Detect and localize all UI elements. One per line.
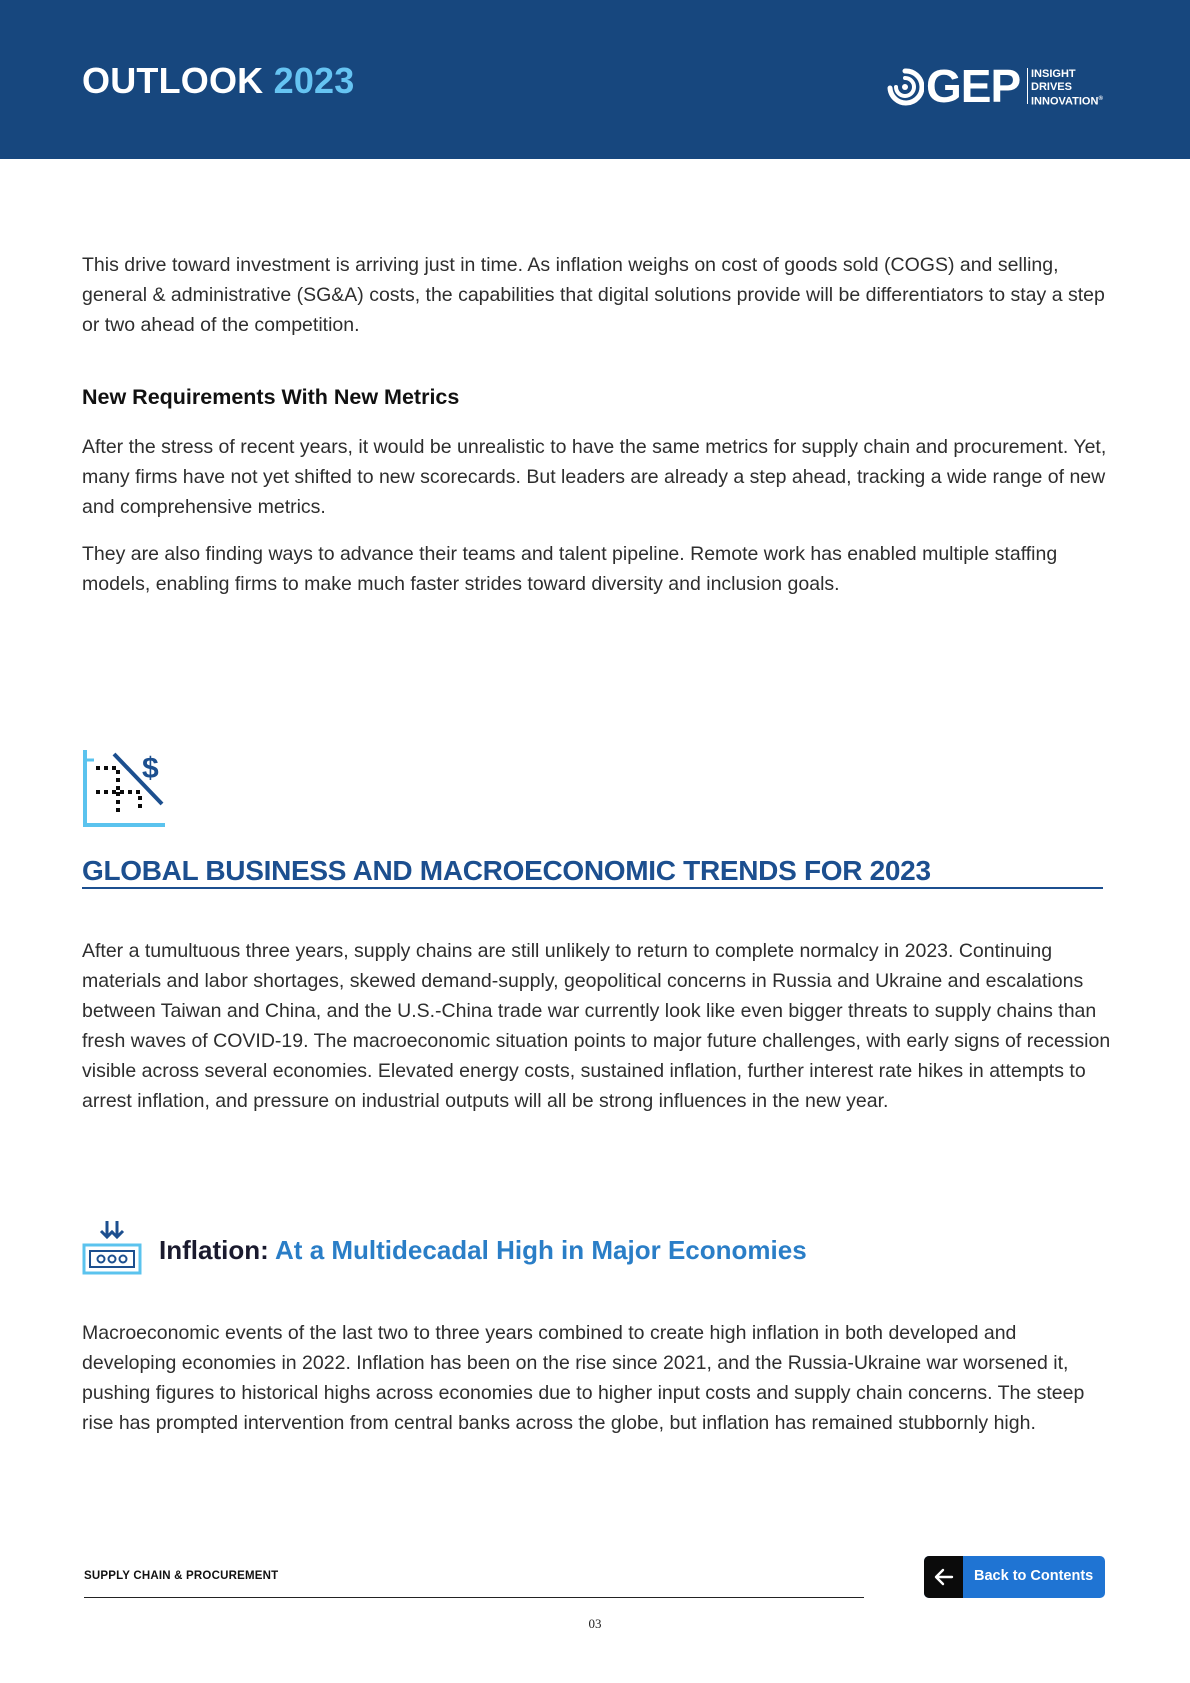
inflation-heading-lead: Inflation: — [159, 1235, 269, 1265]
arrow-left-icon — [934, 1568, 954, 1586]
dollar-symbol: $ — [142, 752, 159, 785]
intro-paragraph: This drive toward investment is arriving just in time. As inflation weighs on cost of goods sold (COGS) and selling, general & administrative (SG&A) costs, the capabilities that digital solutions provide will be differentiators to stay a step or two ahead of the competition. — [82, 254, 1105, 336]
report-title-prefix: OUTLOOK — [82, 60, 264, 101]
declining-cost-chart-icon — [82, 748, 168, 828]
page-header — [0, 0, 1190, 159]
footer-section-label: SUPPLY CHAIN & PROCUREMENT — [84, 1570, 279, 1582]
back-to-contents-label: Back to Contents — [974, 1568, 1094, 1584]
section-title-underline — [82, 887, 1103, 889]
gep-swirl-icon — [886, 68, 924, 106]
report-title — [82, 60, 354, 102]
tagline-line-1: INSIGHT — [1031, 68, 1076, 80]
back-to-contents-button[interactable] — [924, 1556, 1105, 1598]
registered-mark: ® — [1098, 96, 1103, 102]
footer-rule — [84, 1597, 864, 1598]
back-arrow-box — [924, 1556, 963, 1598]
tagline-line-2: DRIVES — [1031, 80, 1072, 93]
page-number: 03 — [588, 1616, 602, 1631]
section-title: GLOBAL BUSINESS AND MACROECONOMIC TRENDS FOR 2023 — [82, 855, 931, 886]
tagline-line-3-text: INNOVATION — [1031, 95, 1099, 108]
gep-wordmark: GEP — [926, 60, 1021, 112]
inflation-paragraph: Macroeconomic events of the last two to three years combined to create high inflation in both developed and developing economies in 2022. Inflation has been on the rise since 2021, and the Russia-Ukraine war worsened it, pushing figures to historical highs across economies due to higher input costs and supply chain concerns. The steep rise has prompted intervention from central banks across the globe, but inflation has remained stubbornly high. — [82, 1322, 1085, 1434]
money-down-arrows-icon — [82, 1217, 142, 1277]
requirements-paragraph-2: They are also finding ways to advance their teams and talent pipeline. Remote work has enabled multiple staffing models, enabling firms to make much faster strides toward diversity and inclusion goals. — [82, 543, 1058, 595]
logo-divider — [1027, 68, 1028, 104]
inflation-heading — [159, 1235, 807, 1266]
trends-paragraph: After a tumultuous three years, supply chains are still unlikely to return to complete normalcy in 2023. Continuing materials and labor shortages, skewed demand-supply, geopolitical concerns in Russia and Ukraine and escalations between Taiwan and China, and the U.S.-China trade war currently look like even bigger threats to supply chains than fresh waves of COVID-19. The macroeconomic situation points to major future challenges, with early signs of recession visible across several economies. Elevated energy costs, sustained inflation, further interest rate hikes in attempts to arrest inflation, and pressure on industrial outputs will all be strong influences in the new year. — [82, 940, 1111, 1112]
inflation-heading-rest: At a Multidecadal High in Major Economies — [275, 1235, 807, 1265]
report-title-year: 2023 — [273, 60, 355, 101]
requirements-paragraph-1: After the stress of recent years, it would be unrealistic to have the same metrics for supply chain and procurement. Yet, many firms have not yet shifted to new scorecards. But leaders are already a step ahead, tracking a wide range of new and comprehensive metrics. — [82, 436, 1107, 518]
logo-tagline — [1031, 68, 1103, 108]
requirements-heading: New Requirements With New Metrics — [82, 385, 460, 409]
tagline-line-3 — [1031, 93, 1103, 108]
